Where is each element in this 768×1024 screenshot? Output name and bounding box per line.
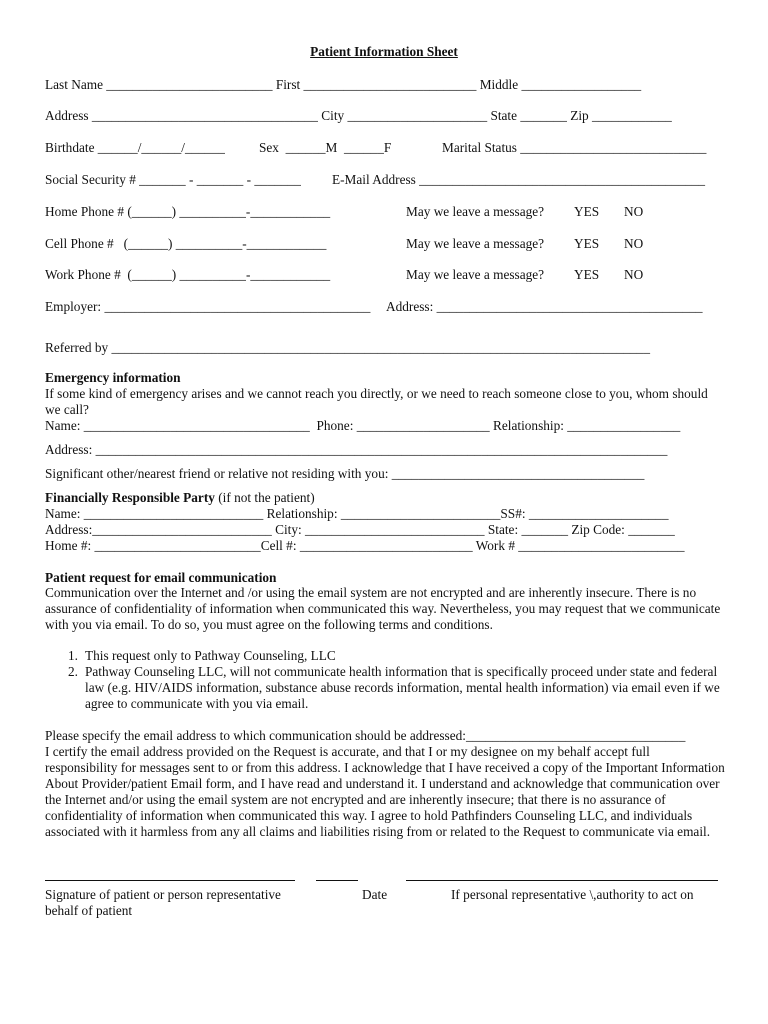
- patient-signature-line[interactable]: [45, 880, 295, 881]
- financial-name-line[interactable]: Name: ___________________________ Relationship: ________________________SS#: _____________________: [45, 506, 669, 521]
- work-leave-message-label: May we leave a message?: [406, 267, 545, 282]
- work-yes-option[interactable]: YES: [574, 267, 600, 282]
- authority-label: If personal representative \,authority to act on: [451, 887, 694, 902]
- cell-leave-message-label: May we leave a message?: [406, 236, 545, 251]
- home-no-option[interactable]: NO: [624, 204, 644, 219]
- email-request-intro: Communication over the Internet and /or using the email system are not encrypted and are inherently insecure. There is no assurance of confidentiality of information when communicated this way. Nevertheless, you may request that we communicate with you via email. To do so, you must agree on the following terms and conditions.: [45, 585, 721, 632]
- email-field[interactable]: E-Mail Address ___________________________________________: [332, 172, 706, 187]
- authority-signature-line[interactable]: [406, 880, 718, 881]
- home-leave-message-label: May we leave a message?: [406, 204, 545, 219]
- emergency-address-line[interactable]: Address: ______________________________________________________________________________________: [45, 442, 668, 457]
- email-request-heading: Patient request for email communication: [45, 570, 277, 585]
- date-line[interactable]: [316, 880, 358, 881]
- emergency-name-line[interactable]: Name: __________________________________ Phone: ____________________ Relationship: _________________: [45, 418, 681, 433]
- emergency-heading: Emergency information: [45, 370, 181, 385]
- cell-phone-field[interactable]: Cell Phone # (______) __________-____________: [45, 236, 327, 251]
- home-phone-field[interactable]: Home Phone # (______) __________-____________: [45, 204, 331, 219]
- referred-by-field[interactable]: Referred by _________________________________________________________________________________: [45, 340, 650, 355]
- financial-note: (if not the patient): [214, 490, 315, 505]
- financial-phone-line[interactable]: Home #: _________________________Cell #: __________________________ Work # _________________________: [45, 538, 685, 553]
- certification-text: I certify the email address provided on the Request is accurate, and that I or my designee on my behalf accept full responsibility for messages sent to or from this address. I acknowledge that I have received a copy of the Important Information About Provider/patient Email form, and I have read and understand it. I understand and acknowledge that communication over the Internet and/or using the email system are not encrypted and are inherently insecure; that there is no assurance of confidentiality of information when communicated this way. I agree to hold Pathfinders Counseling LLC, and individuals associated with it harmless from any all claims and liabilities rising from or related to the Request to communicate via email.: [45, 744, 725, 839]
- financial-address-line[interactable]: Address:___________________________ City: ___________________________ State: _______ Zip Code: _______: [45, 522, 675, 537]
- work-phone-field[interactable]: Work Phone # (______) __________-____________: [45, 267, 331, 282]
- date-label: Date: [362, 887, 388, 902]
- employer-field[interactable]: Employer: ________________________________________: [45, 299, 371, 314]
- list-item-number: 2.: [68, 664, 78, 679]
- patient-signature-label: Signature of patient or person representative: [45, 887, 281, 902]
- cell-no-option[interactable]: NO: [624, 236, 644, 251]
- list-item-text: Pathway Counseling LLC, will not communicate health information that is specifically proceed under state and federal law (e.g. HIV/AIDS information, substance abuse records information, mental health information) via email even if we agree to communicate with you via email.: [85, 664, 720, 711]
- employer-address-field[interactable]: Address: ________________________________________: [386, 299, 703, 314]
- emergency-text: If some kind of emergency arises and we cannot reach you directly, or we need to reach someone close to you, whom should we call?: [45, 386, 708, 417]
- birthdate-field[interactable]: Birthdate ______/______/______: [45, 140, 225, 155]
- ssn-field[interactable]: Social Security # _______ - _______ - _______: [45, 172, 301, 187]
- name-line[interactable]: Last Name _________________________ First __________________________ Middle __________________: [45, 77, 642, 92]
- marital-status-field[interactable]: Marital Status ____________________________: [442, 140, 707, 155]
- address-line[interactable]: Address __________________________________ City _____________________ State _______ Zip ____________: [45, 108, 672, 123]
- patient-signature-label-2: behalf of patient: [45, 903, 133, 918]
- financial-heading-row: [45, 490, 315, 506]
- cell-yes-option[interactable]: YES: [574, 236, 600, 251]
- list-item-number: 1.: [68, 648, 78, 663]
- significant-other-line[interactable]: Significant other/nearest friend or relative not residing with you: ______________________________________: [45, 466, 645, 481]
- email-address-specify-line[interactable]: Please specify the email address to which communication should be addressed:_________________________________: [45, 728, 686, 743]
- home-yes-option[interactable]: YES: [574, 204, 600, 219]
- financial-heading: Financially Responsible Party: [45, 490, 215, 505]
- work-no-option[interactable]: NO: [624, 267, 644, 282]
- page-title: Patient Information Sheet: [310, 44, 458, 59]
- list-item-text: This request only to Pathway Counseling, LLC: [85, 648, 336, 663]
- sex-field[interactable]: Sex ______M ______F: [259, 140, 392, 155]
